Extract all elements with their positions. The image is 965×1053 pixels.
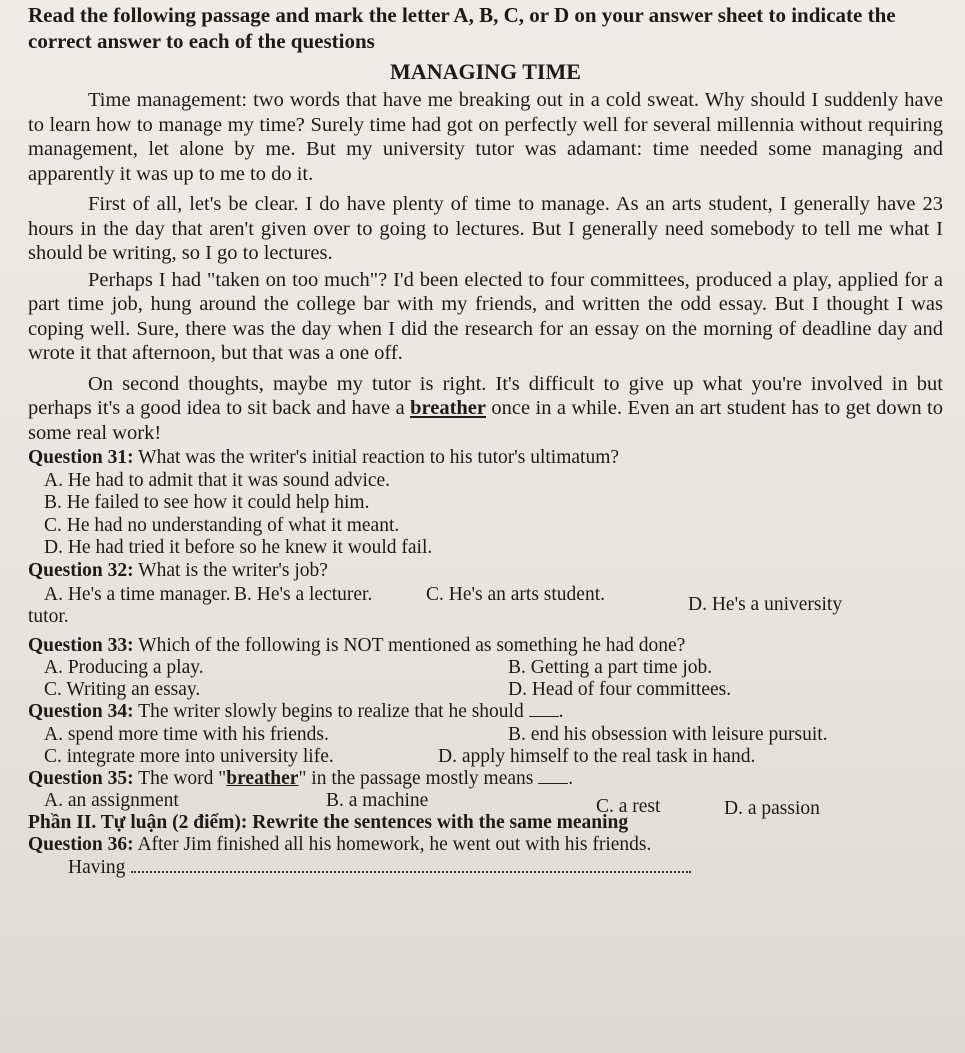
- keyword-breather: breather: [410, 397, 486, 419]
- question-34-row-2: [44, 746, 943, 768]
- question-33-text: Which of the following is NOT mentioned as something he had done?: [133, 634, 686, 656]
- question-32-option-d: D. He's a university: [688, 594, 843, 615]
- paragraph-1: Time management: two words that have me breaking out in a cold sweat. Why should I suddenly have to learn how to manage my time? Surely time had got on perfectly well for several millennia without requiring management, let alone by me. But my university tutor was adamant: time needed some managing and apparently it was up to me to do it.: [28, 89, 943, 185]
- question-36-text: After Jim finished all his homework, he went out with his friends.: [133, 834, 652, 855]
- question-34-text: The writer slowly begins to realize that he should: [133, 701, 524, 722]
- question-34-option-c: C. integrate more into university life.: [44, 745, 334, 767]
- question-31-option-c: C. He had no understanding of what it meant.: [44, 514, 400, 536]
- question-35-keyword: breather: [226, 767, 299, 789]
- question-34: [28, 701, 943, 724]
- question-33-option-b: B. Getting a part time job.: [508, 657, 713, 678]
- question-33-row-2: [44, 679, 943, 701]
- question-36-label: Question 36:: [28, 834, 134, 855]
- question-36: [28, 834, 943, 857]
- question-32-label: Question 32:: [28, 559, 134, 581]
- paragraph-4-before: On second thoughts, maybe my tutor is right. It's difficult to give up what you're involved in but perhaps it's a good idea to sit back and have a: [28, 372, 943, 419]
- question-31-option-b: B. He failed to see how it could help him.: [44, 492, 370, 513]
- question-34-option-d: D. apply himself to the real task in hand.: [438, 745, 756, 767]
- question-31-option-d: D. He had tried it before so he knew it would fail.: [44, 537, 433, 558]
- question-32-option-a: A. He's a time manager.: [44, 584, 231, 605]
- question-36-answer-line: [68, 857, 943, 880]
- question-32-option-b: B. He's a lecturer.: [234, 584, 373, 605]
- question-35: [28, 768, 943, 791]
- part-2-heading: Phần II. Tự luận (2 điểm): Rewrite the sentences with the same meaning: [28, 812, 629, 833]
- question-35-text-after: " in the passage mostly means: [298, 767, 534, 789]
- passage-title: MANAGING TIME: [390, 59, 581, 84]
- question-34-blank: [529, 702, 559, 717]
- question-32-text: What is the writer's job?: [133, 559, 328, 581]
- paragraph-3: Perhaps I had "taken on too much"? I'd been elected to four committees, produced a play, applied for a part time job, hung around the college bar with my friends, and written the odd essay. But I thought I was coping well. Sure, there was the day when I did the research for an essay on the morning of deadline day and wrote it that afternoon, but that was a one off.: [28, 268, 943, 364]
- question-33-option-a: A. Producing a play.: [44, 657, 204, 678]
- question-33-option-d: D. Head of four committees.: [508, 679, 732, 700]
- paragraph-4-after: once in a while. Even an art student has to get down to some real work!: [28, 397, 943, 444]
- question-35-blank: [538, 769, 568, 784]
- instruction: Read the following passage and mark the letter A, B, C, or D on your answer sheet to indicate the correct answer to each of the questions: [28, 3, 896, 53]
- question-33-row-1: [44, 657, 943, 679]
- question-33-option-c: C. Writing an essay.: [44, 679, 201, 700]
- question-32-options: [44, 584, 943, 615]
- question-32-option-c: C. He's an arts student.: [426, 584, 605, 605]
- answer-dotted-line[interactable]: [131, 857, 691, 873]
- question-31-option-a: A. He had to admit that it was sound advice.: [44, 469, 391, 491]
- question-35-options: [44, 790, 943, 819]
- question-35-option-a: A. an assignment: [44, 790, 179, 811]
- question-36-prompt: Having: [68, 856, 126, 878]
- question-33: [28, 635, 943, 658]
- paragraph-2: First of all, let's be clear. I do have plenty of time to manage. As an arts student, I generally have 23 hours in the day that aren't given over to going to lectures. But I generally need somebody to tell me what I should be writing, so I go to lectures.: [28, 193, 943, 264]
- question-32: [28, 560, 943, 583]
- question-34-label: Question 34:: [28, 701, 134, 722]
- question-33-label: Question 33:: [28, 634, 134, 656]
- question-35-text-before: The word ": [133, 767, 227, 789]
- question-34-option-a: A. spend more time with his friends.: [44, 723, 329, 745]
- question-31-text: What was the writer's initial reaction to his tutor's ultimatum?: [133, 447, 620, 468]
- question-35-option-d: D. a passion: [724, 798, 820, 819]
- question-31-label: Question 31:: [28, 447, 134, 468]
- question-35-option-c: C. a rest: [596, 796, 661, 817]
- question-35-option-b: B. a machine: [326, 790, 429, 811]
- question-34-row-1: [44, 724, 943, 746]
- paragraph-4: [28, 372, 943, 446]
- question-35-end: .: [568, 767, 574, 789]
- question-35-label: Question 35:: [28, 767, 134, 789]
- question-34-option-b: B. end his obsession with leisure pursuit.: [508, 723, 828, 745]
- question-32-option-d-cont: tutor.: [28, 606, 69, 627]
- question-31: [28, 447, 943, 470]
- question-34-end: .: [558, 701, 564, 722]
